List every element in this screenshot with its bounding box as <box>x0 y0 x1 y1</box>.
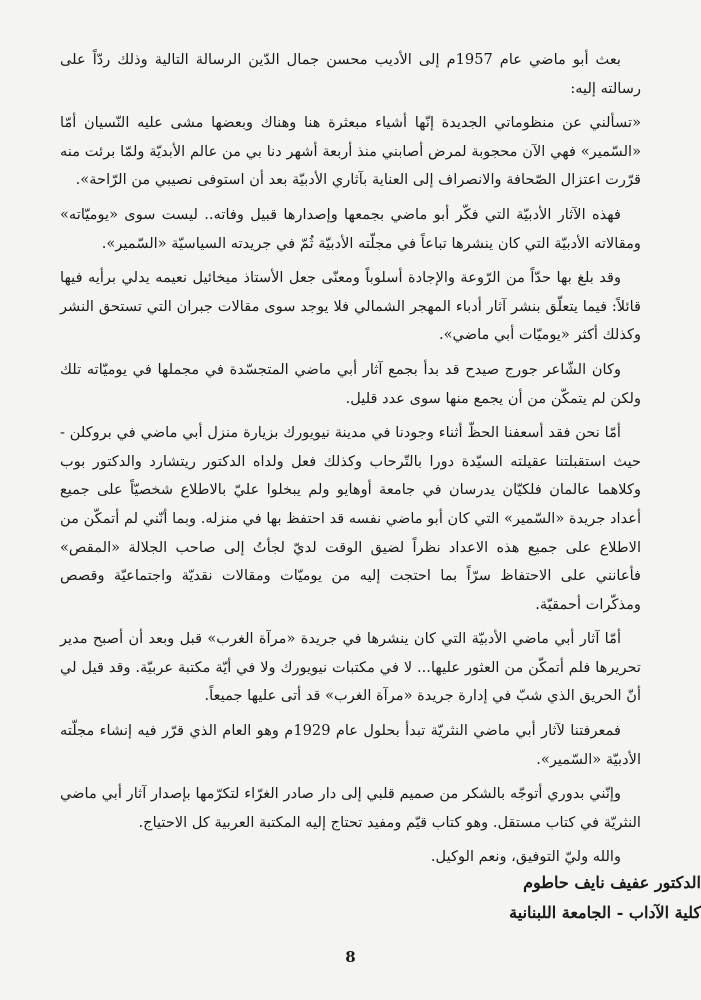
paragraph-works: فهذه الآثار الأدبيّة التي فكّر أبو ماضي بجمعها وإصدارها قبيل وفاته.. ليست سوى «يوميّاته» ومقالاته الأدبيّة التي كان ينشرها تباعاً في مجلّته الأدبيّة ثُمّ في جريدته السياسيّة «السّمير». <box>60 205 641 252</box>
signature-block <box>106 868 701 928</box>
paragraph-1929: فمعرفتنا لآثار أبي ماضي النثريّة تبدأ بحلول عام 1929م وهو العام الذي قرّر فيه إنشاء مجلّته الأدبيّة «السّمير». <box>60 722 641 768</box>
signature-affiliation: كلية الآداب - الجامعة اللبنانية <box>509 903 701 922</box>
signature-name: الدكتور عفيف نايف حاطوم <box>523 873 701 892</box>
page-number: 8 <box>345 948 356 966</box>
paragraph-saydah: وكان الشّاعر جورج صيدح قد بدأ بجمع آثار أبي ماضي المتجسّدة في مجملها في يوميّاته تلك ولكن لم يتمكّن من أن يجمع منها سوى عدد قليل. <box>60 360 641 407</box>
paragraph-closing: والله وليّ التوفيق، ونعم الوكيل. <box>430 848 621 866</box>
paragraph-mirat-algharb: أمّا آثار أبي ماضي الأدبيّة التي كان ينشرها في جريدة «مرآة الغرب» قبل وبعد أن أصبح مدير تحريرها فلم أتمكّن من العثور عليها... لا في مكتبات نيويورك ولا في أيّة مكتبة عربيّة. وقد قيل لي أنّ الحريق الذي شبّ في إدارة جريدة «مرآة الغرب» قد أتى عليها جميعاً. <box>60 630 641 705</box>
paragraph-quoted-letter: «تسألني عن منظوماتي الجديدة إنّها أشياء مبعثرة هنا وهناك وبعضها مشى عليه النّسيان أمّا «السّمير» فهي الآن محجوبة لمرض أصابني منذ أربعة أشهر دنا بي من عالم الأبديّة ولمّا برئت منه قرّرت اعتزال الصّحافة والانصراف إلى العناية بآثاري الأدبيّة بعد أن استوفى نصيبي من الرّاحة». <box>60 114 641 189</box>
paragraph-intro: بعث أبو ماضي عام 1957م إلى الأديب محسن جمال الدّين الرسالة التالية وذلك ردّاً على رسالته إليه: <box>60 51 641 97</box>
paragraph-naimy-opinion: وقد بلغ بها حدّاً من الرّوعة والإجادة أسلوباً ومعنّى جعل الأستاذ ميخائيل نعيمه يدلي برأيه فيها قائلاً: فيما يتعلّق بنشر آثار أدباء المهجر الشمالي فلا يوجد سوى مقالات جبران التي تستحق النشر وكذلك أكثر «يوميّات أبي ماضي». <box>60 269 641 344</box>
body-text <box>60 46 641 872</box>
paragraph-thanks: وإنّني بدوري أتوجّه بالشكر من صميم قلبي إلى دار صادر الغرّاء لتكرّمها بإصدار آثار أبي ماضي النثريّة في كتاب مستقل. وهو كتاب قيّم ومفيد تحتاج إليه المكتبة العربية كل الاحتياج. <box>60 785 641 831</box>
paragraph-new-york-visit: أمّا نحن فقد أسعفنا الحظّ أثناء وجودنا في مدينة نيويورك بزيارة منزل أبي ماضي في بروكلن - حيث استقبلتنا عقيلته السيّدة دورا بالتّرحاب وكذلك فعل ولداه الدكتور ريتشارد والدكتور بوب وكلاهما عالمان فلكيّان يدرسان في جامعة أوهايو ولم يبخلوا عليّ بالاطلاع شخصيّاً على جميع أعداد جريدة «السّمير» التي كان أبو ماضي نفسه قد احتفظ بها في منزله. وبما أنّني لم أتمكّن من الاطلاع على جميع هذه الاعداد نظراً لضيق الوقت لديّ لجأتُ إلى صاحب الجلالة «المقص» فأعانني على الاحتفاظ سرّاً بما احتجت إليه من يوميّات ومقالات نقديّة واجتماعيّة وقصص ومذكّرات أحمقيّة. <box>60 424 641 613</box>
